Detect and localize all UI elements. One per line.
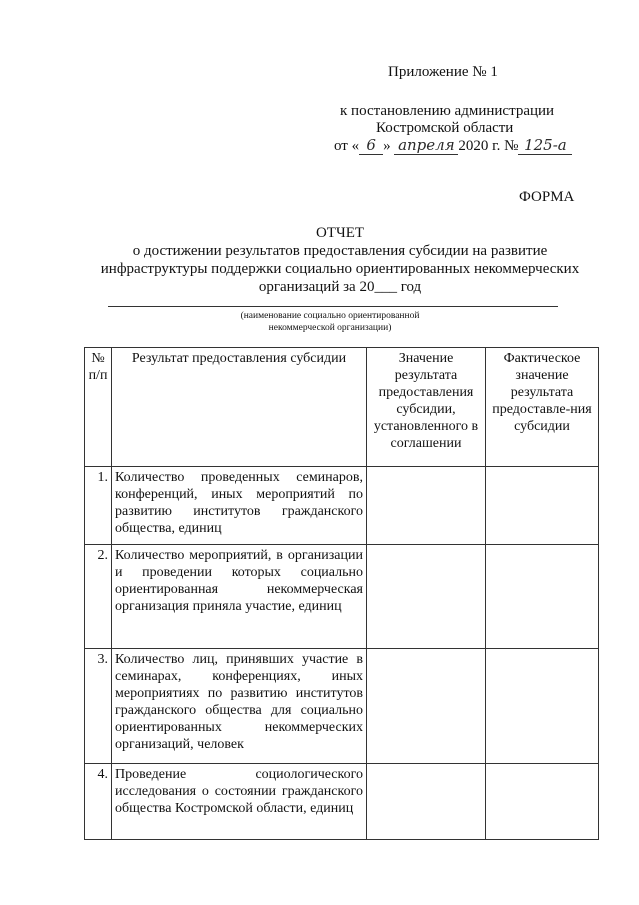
header-actual-value: Фактическое значение результата предоставле-ния субсидии [486,348,599,467]
results-table [84,347,599,840]
row-number: 2. [85,545,112,649]
row-actual-value[interactable] [486,649,599,764]
row-result: Проведение социологического исследования о состоянии гражданского общества Костромской области, единиц [112,764,367,840]
resolution-reference: к постановлению администрации [340,103,555,119]
row-actual-value[interactable] [486,467,599,545]
organization-name-line [108,306,558,307]
date-year: 2020 г. № [458,138,519,154]
date-month: апреля [394,137,458,155]
report-title-line-2: инфраструктуры поддержки социально ориентированных некоммерческих [100,261,580,277]
row-actual-value[interactable] [486,764,599,840]
report-title-line-1: о достижении результатов предоставления субсидии на развитие [132,243,548,259]
row-number: 3. [85,649,112,764]
row-actual-value[interactable] [486,545,599,649]
row-number: 1. [85,467,112,545]
date-mid: » [383,138,391,154]
table-row [85,467,599,545]
table-row [85,649,599,764]
report-heading: ОТЧЕТ [315,225,365,241]
row-planned-value[interactable] [367,764,486,840]
resolution-number: 125-а [518,137,572,155]
date-prefix: от « [334,138,360,154]
row-number: 4. [85,764,112,840]
appendix-label: Приложение № 1 [388,64,498,80]
row-planned-value[interactable] [367,545,486,649]
form-label: ФОРМА [519,189,575,205]
table-row [85,764,599,840]
region-name: Костромской области [376,120,514,136]
header-result: Результат предоставления субсидии [112,348,367,467]
report-title [80,224,600,296]
row-planned-value[interactable] [367,649,486,764]
organization-caption [180,310,480,334]
date-day: 6 [359,137,383,155]
resolution-date [334,137,572,155]
row-planned-value[interactable] [367,467,486,545]
header-planned-value: Значение результата предоставления субсидии, установленного в соглашении [367,348,486,467]
organization-caption-line-1: (наименование социально ориентированной [240,311,420,321]
row-result: Количество проведенных семинаров, конференций, иных мероприятий по развитию институтов гражданского общества, единиц [112,467,367,545]
row-result: Количество мероприятий, в организации и проведении которых социально ориентированная некоммерческая организация приняла участие, единиц [112,545,367,649]
header-number: № п/п [85,348,112,467]
organization-caption-line-2: некоммерческой организации) [268,323,392,333]
table-row [85,545,599,649]
row-result: Количество лиц, принявших участие в семинарах, конференциях, иных мероприятиях по развитию институтов гражданского общества для социально ориентированных некоммерческих организаций, человек [112,649,367,764]
table-header-row [85,348,599,467]
report-title-line-3: организаций за 20___ год [258,279,422,295]
